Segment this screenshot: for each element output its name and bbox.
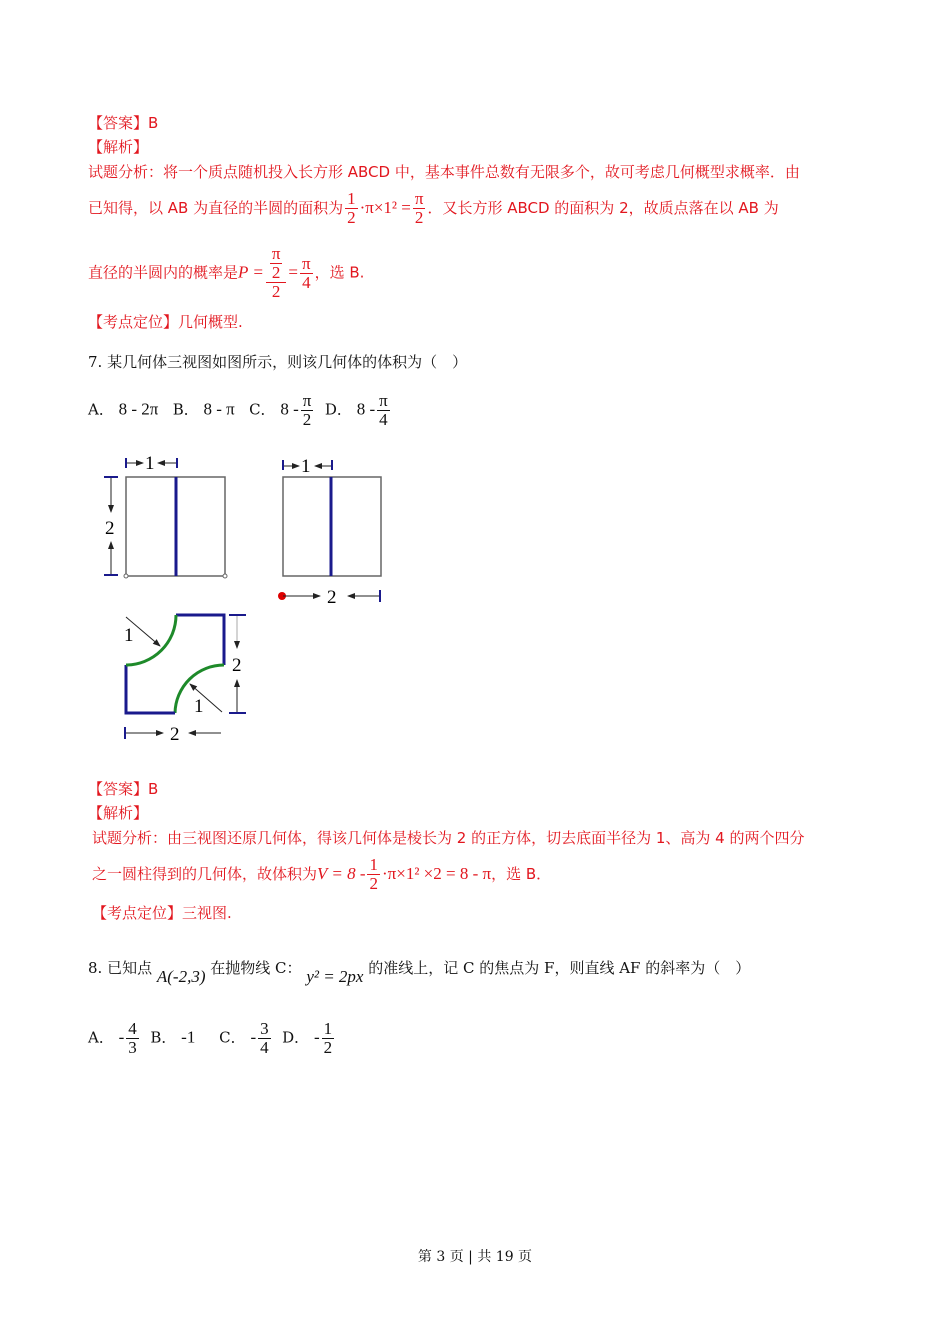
option-label: A． bbox=[88, 400, 114, 419]
numerator bbox=[266, 245, 287, 283]
option-label: B． bbox=[172, 400, 199, 419]
side-view bbox=[278, 456, 381, 608]
dim-label: 2 bbox=[232, 655, 242, 676]
denominator: 2 bbox=[369, 874, 378, 893]
fraction bbox=[301, 392, 314, 429]
option-label: D． bbox=[282, 1028, 310, 1047]
numerator: π bbox=[414, 189, 424, 208]
option-label: B． bbox=[150, 1028, 177, 1047]
page-footer: 第 3 页 | 共 19 页 bbox=[417, 1249, 533, 1265]
dim-label: 1 bbox=[301, 456, 311, 477]
dim-label: 2 bbox=[170, 724, 180, 745]
option-c: 8 - bbox=[280, 399, 299, 419]
q6-analysis-tag: 【解析】 bbox=[88, 138, 149, 156]
point-value: 几何概型. bbox=[178, 313, 243, 331]
denominator: 4 bbox=[260, 1038, 269, 1057]
fraction bbox=[258, 1020, 271, 1057]
dim-label: 1 bbox=[124, 625, 134, 646]
fraction bbox=[266, 245, 287, 301]
numerator: 1 bbox=[323, 1019, 333, 1038]
option-a: - bbox=[118, 1027, 125, 1047]
text: 直径的半圆内的概率是 bbox=[88, 263, 239, 282]
option-label: D． bbox=[324, 400, 352, 419]
q7-analysis-line1: 试题分析：由三视图还原几何体，得该几何体是棱长为 2 的正方体，切去底面半径为 1、高为 4 的两个四分 bbox=[92, 829, 805, 847]
numerator: π bbox=[302, 391, 312, 410]
point-value: 三视图. bbox=[182, 904, 232, 922]
answer-value: B bbox=[148, 114, 159, 132]
text: 8. 已知点 bbox=[88, 959, 153, 977]
denominator: 2 bbox=[271, 263, 281, 282]
fraction bbox=[126, 1020, 139, 1057]
math-expr: V = 8 - bbox=[317, 864, 366, 883]
denominator: 4 bbox=[379, 410, 388, 429]
option-a: 8 - 2π bbox=[118, 399, 159, 419]
numerator: 1 bbox=[347, 189, 356, 208]
math-expr: = bbox=[288, 262, 299, 282]
fraction bbox=[413, 190, 426, 227]
option-b: -1 bbox=[181, 1027, 196, 1047]
option-d: - bbox=[313, 1027, 320, 1047]
answer-value: B bbox=[148, 780, 159, 798]
denominator: 2 bbox=[414, 208, 424, 227]
option-d: 8 - bbox=[356, 399, 376, 419]
option-b: 8 - π bbox=[203, 399, 235, 419]
denominator: 2 bbox=[347, 208, 356, 227]
math-expr: P = bbox=[238, 262, 264, 282]
front-view bbox=[104, 453, 227, 578]
option-label: C． bbox=[249, 400, 276, 419]
fraction bbox=[345, 190, 358, 227]
option-c: - bbox=[250, 1027, 257, 1047]
q6-point bbox=[88, 312, 243, 332]
fraction bbox=[270, 245, 283, 282]
point-tag: 【考点定位】 bbox=[88, 313, 179, 331]
numerator: 1 bbox=[369, 855, 378, 874]
option-label: C． bbox=[219, 1028, 246, 1047]
fraction bbox=[322, 1020, 335, 1057]
denominator: 4 bbox=[302, 272, 311, 292]
denominator: 3 bbox=[128, 1038, 137, 1057]
text: 之一圆柱得到的几何体，故体积为 bbox=[92, 865, 318, 883]
q8-options bbox=[88, 1020, 336, 1057]
q7-analysis-line2 bbox=[92, 856, 551, 893]
three-view-figure bbox=[90, 445, 400, 755]
q7-answer bbox=[88, 779, 158, 799]
q7-analysis-tag: 【解析】 bbox=[88, 804, 149, 822]
math-expr: A(-2,3) bbox=[156, 967, 206, 986]
numerator: 3 bbox=[260, 1019, 269, 1038]
text: 在抛物线 C： bbox=[210, 959, 302, 977]
q6-answer bbox=[88, 113, 158, 133]
math-expr: y² = 2px bbox=[306, 967, 364, 986]
text: 的准线上，记 C 的焦点为 F，则直线 AF 的斜率为（ ） bbox=[368, 959, 751, 977]
q6-analysis-line2 bbox=[88, 190, 779, 227]
q7-options bbox=[88, 392, 392, 429]
text: 已知得，以 AB 为直径的半圆的面积为 bbox=[88, 199, 344, 217]
q7-point bbox=[92, 903, 232, 923]
fraction bbox=[377, 392, 390, 429]
dim-label: 2 bbox=[105, 518, 115, 539]
answer-tag: 【答案】 bbox=[88, 114, 149, 132]
dim-label: 1 bbox=[194, 696, 204, 717]
numerator: 4 bbox=[128, 1019, 137, 1038]
q6-analysis-line3 bbox=[88, 245, 364, 301]
text: ．又长方形 ABCD 的面积为 2，故质点落在以 AB 为 bbox=[427, 199, 779, 217]
q7-stem: 7. 某几何体三视图如图所示，则该几何体的体积为（ ） bbox=[88, 353, 468, 371]
fraction bbox=[300, 255, 313, 292]
denominator: 2 bbox=[271, 282, 281, 301]
q8-stem bbox=[88, 958, 751, 986]
dim-label: 1 bbox=[145, 453, 155, 474]
numerator: π bbox=[302, 253, 311, 273]
denominator: 2 bbox=[323, 1038, 333, 1057]
denominator: 2 bbox=[302, 410, 312, 429]
dim-label: 2 bbox=[327, 587, 337, 608]
text: ，选 B. bbox=[314, 263, 365, 282]
option-label: A． bbox=[88, 1028, 114, 1047]
q6-analysis-line1: 试题分析：将一个质点随机投入长方形 ABCD 中，基本事件总数有无限多个，故可考虑几何概型求概率．由 bbox=[88, 163, 800, 181]
math-expr: ·π×1² ×2 = 8 - π bbox=[381, 864, 492, 883]
math-expr: ·π×1² = bbox=[359, 198, 411, 217]
fraction bbox=[367, 856, 380, 893]
numerator: π bbox=[379, 391, 388, 410]
top-view bbox=[124, 615, 246, 745]
answer-tag: 【答案】 bbox=[88, 780, 149, 798]
text: ，选 B． bbox=[491, 865, 552, 883]
numerator: π bbox=[271, 244, 281, 263]
point-tag: 【考点定位】 bbox=[92, 904, 183, 922]
